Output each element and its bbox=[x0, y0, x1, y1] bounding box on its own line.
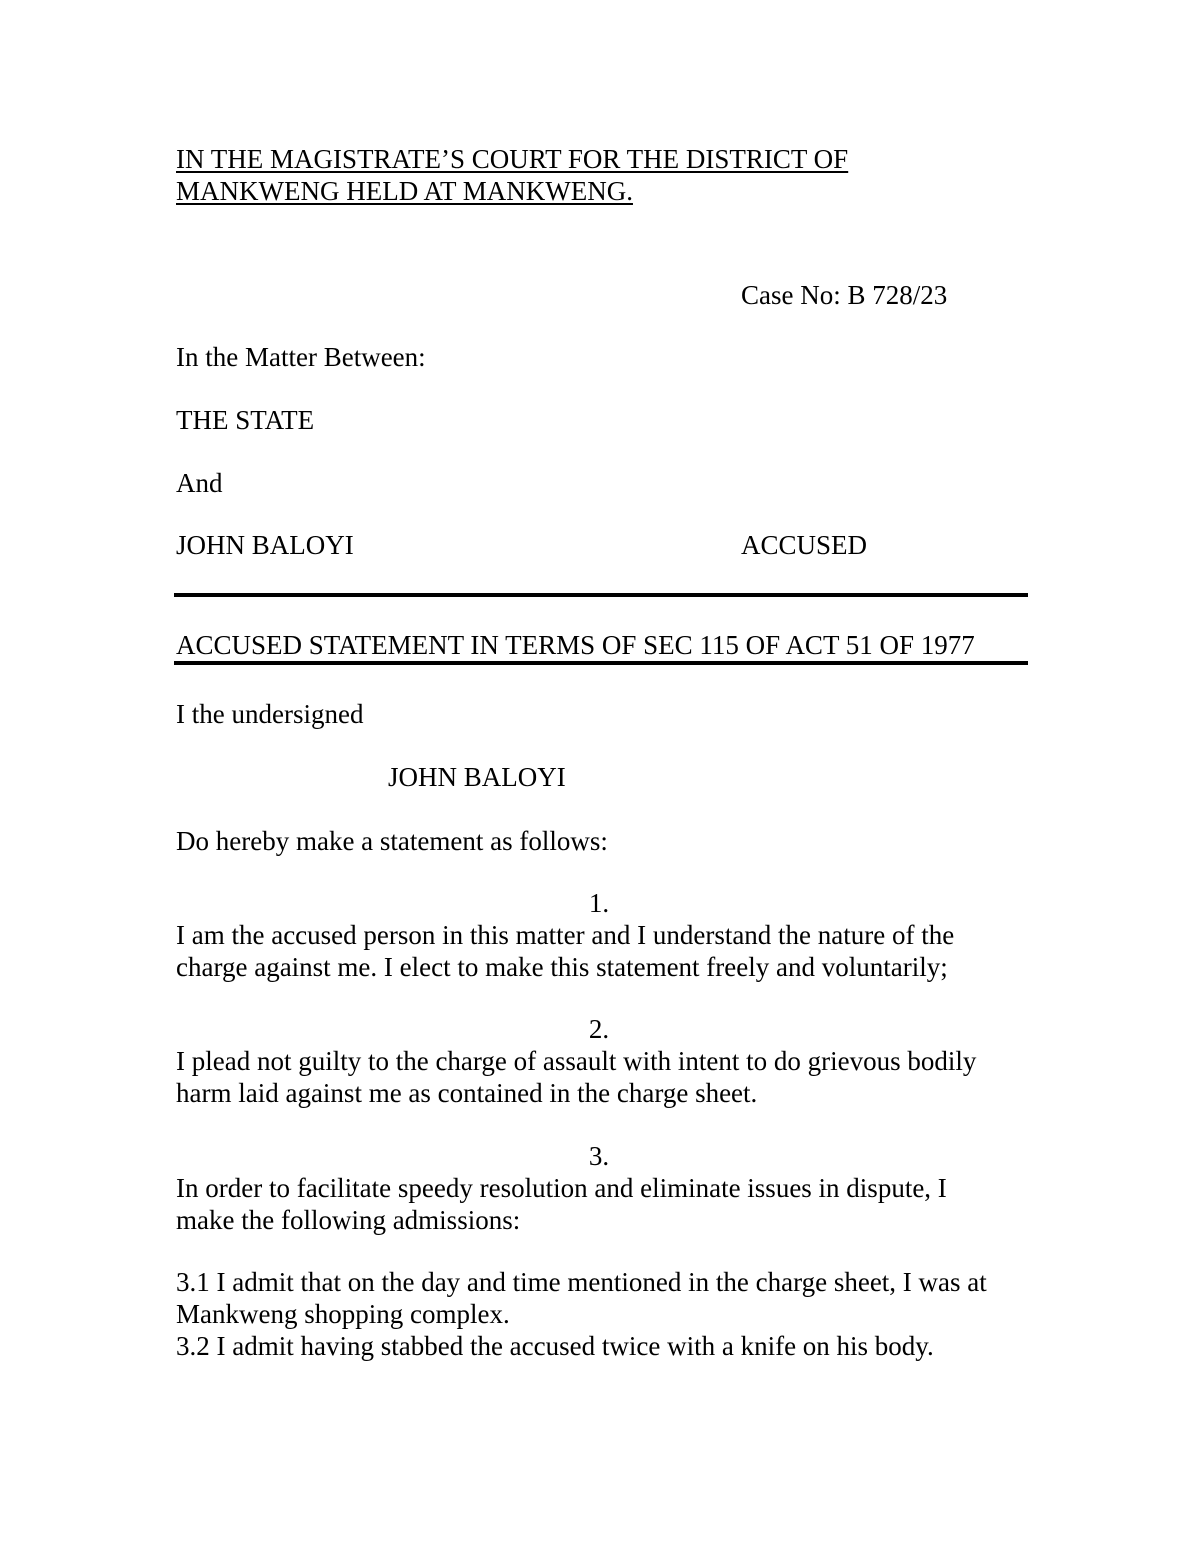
paragraph-2-line-2: harm laid against me as contained in the charge sheet. bbox=[176, 1078, 758, 1108]
paragraph-number-2: 2. bbox=[588, 1014, 610, 1044]
admission-3-1-line-1: 3.1 I admit that on the day and time mentioned in the charge sheet, I was at bbox=[176, 1267, 987, 1297]
paragraph-1 bbox=[176, 919, 1036, 983]
undersigned-name: JOHN BALOYI bbox=[388, 762, 566, 792]
divider-rule-bottom bbox=[174, 661, 1028, 665]
paragraph-3-line-2: make the following admissions: bbox=[176, 1205, 521, 1235]
accused-label: ACCUSED bbox=[741, 530, 868, 560]
party-state: THE STATE bbox=[176, 405, 315, 435]
divider-rule-top bbox=[174, 593, 1028, 597]
and-label: And bbox=[176, 468, 223, 498]
undersigned-label: I the undersigned bbox=[176, 699, 364, 729]
court-heading-line-2: MANKWENG HELD AT MANKWENG. bbox=[176, 176, 633, 206]
hereby-statement: Do hereby make a statement as follows: bbox=[176, 826, 608, 856]
paragraph-1-line-1: I am the accused person in this matter and I understand the nature of the bbox=[176, 920, 955, 950]
paragraph-1-line-2: charge against me. I elect to make this statement freely and voluntarily; bbox=[176, 952, 948, 982]
admissions-list bbox=[176, 1266, 1036, 1362]
party-accused-name: JOHN BALOYI bbox=[176, 530, 354, 560]
court-heading bbox=[176, 143, 1036, 207]
admission-3-2: 3.2 I admit having stabbed the accused twice with a knife on his body. bbox=[176, 1331, 934, 1361]
paragraph-2-line-1: I plead not guilty to the charge of assault with intent to do grievous bodily bbox=[176, 1046, 977, 1076]
paragraph-number-3: 3. bbox=[588, 1141, 610, 1171]
paragraph-2 bbox=[176, 1045, 1036, 1109]
paragraph-3-line-1: In order to facilitate speedy resolution and eliminate issues in dispute, I bbox=[176, 1173, 947, 1203]
matter-between-label: In the Matter Between: bbox=[176, 342, 426, 372]
paragraph-number-1: 1. bbox=[588, 888, 610, 918]
court-heading-line-1: IN THE MAGISTRATE’S COURT FOR THE DISTRICT OF bbox=[176, 144, 849, 174]
admission-3-1-line-2: Mankweng shopping complex. bbox=[176, 1299, 510, 1329]
case-number: Case No: B 728/23 bbox=[741, 280, 948, 310]
paragraph-3 bbox=[176, 1172, 1036, 1236]
statement-title: ACCUSED STATEMENT IN TERMS OF SEC 115 OF ACT 51 OF 1977 bbox=[176, 630, 975, 660]
